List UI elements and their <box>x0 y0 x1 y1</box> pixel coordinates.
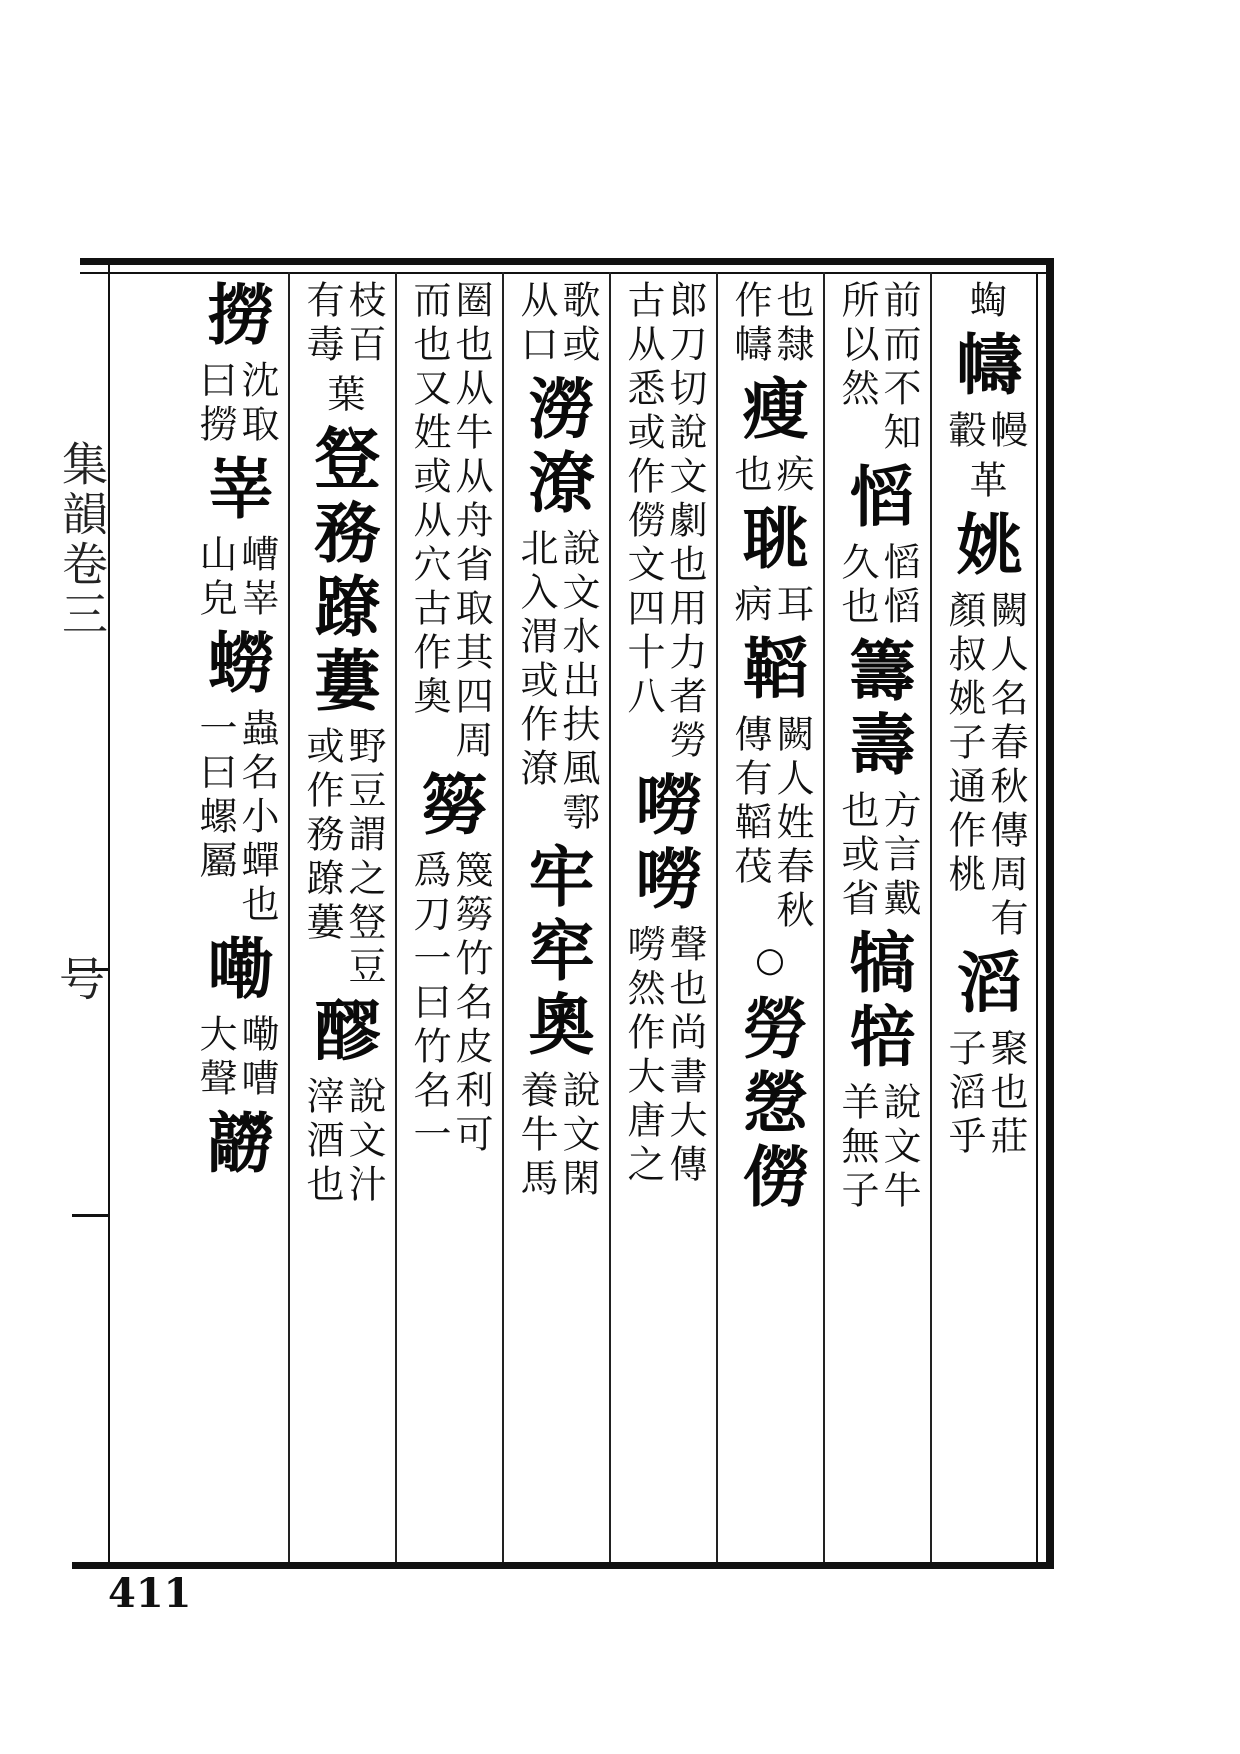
gloss <box>942 590 1028 942</box>
gloss-line: 郎刀切說文劇也用力者勞 <box>663 280 707 764</box>
gloss-line: 聲也尚書大傳 <box>663 924 707 1188</box>
column-rule <box>609 272 611 1562</box>
frame-top-border <box>80 258 1050 265</box>
gloss <box>942 410 1028 454</box>
text-column <box>294 280 390 1555</box>
text-column <box>829 280 925 1555</box>
gloss-line: 蜪 <box>963 280 1007 324</box>
text-column <box>508 280 604 1555</box>
gloss-line: 篾簩竹名皮利可 <box>449 850 493 1158</box>
gloss-line: 慆慆 <box>877 542 921 630</box>
frame-bottom-border <box>72 1562 1052 1569</box>
gloss-line: 而也又姓或从穴古作奧 <box>407 280 451 720</box>
headword: 嘞 <box>196 934 274 1008</box>
column-rule <box>930 272 932 1562</box>
gloss-line: 傳有鞱茷 <box>728 714 772 890</box>
gloss <box>300 1076 386 1208</box>
headword: 豋務蹽蔞 <box>303 424 381 720</box>
gloss-line: 疾 <box>770 454 814 498</box>
text-column <box>936 280 1032 1555</box>
gloss <box>835 1082 921 1214</box>
headword: 幬 <box>945 330 1023 404</box>
gloss-line: 嘮然作大唐之 <box>621 924 665 1188</box>
column-rule <box>716 272 718 1562</box>
headword: 聎 <box>731 504 809 578</box>
gloss-line: 說文閑 <box>556 1070 600 1202</box>
gloss-line: 耳 <box>770 584 814 628</box>
gloss <box>300 726 386 990</box>
headword: 嘮嘮 <box>624 770 702 918</box>
gloss <box>300 280 386 368</box>
gloss-line: 大聲 <box>193 1014 237 1102</box>
gloss-line: 久也 <box>835 542 879 630</box>
gloss <box>963 280 1007 324</box>
gloss-line: 从口 <box>514 280 558 368</box>
gloss-line: 歌或 <box>556 280 600 368</box>
headword: 鞱 <box>731 634 809 708</box>
headword: 籌壽 <box>838 636 916 784</box>
text-column <box>722 280 818 1555</box>
margin-book-title: 集韻卷三 <box>55 440 109 640</box>
gloss <box>728 454 814 498</box>
gloss-line: 滓酒也 <box>300 1076 344 1208</box>
gloss-line: 嘞嘈 <box>235 1014 279 1102</box>
gloss-line: 前而不知 <box>877 280 921 456</box>
gloss <box>193 708 279 928</box>
gloss <box>514 280 600 368</box>
gloss-line: 聚也莊 <box>984 1028 1028 1160</box>
gloss-line: 子滔乎 <box>942 1028 986 1160</box>
gloss-line: 說文汁 <box>342 1076 386 1208</box>
gloss-line: 或作務蹽蔞 <box>300 726 344 946</box>
margin-mark <box>72 1214 108 1217</box>
headword: 犒犃 <box>838 928 916 1076</box>
gloss-line: 野豆謂之豋豆 <box>342 726 386 990</box>
gloss-line: 北入渭或作潦 <box>514 528 558 792</box>
gloss <box>835 790 921 922</box>
gloss <box>963 460 1007 504</box>
gloss-line: 作幬 <box>728 280 772 368</box>
gloss <box>728 584 814 628</box>
gloss-line: 說文水出扶風鄠 <box>556 528 600 836</box>
gloss-line: 圈也从牛从舟省取其四周 <box>449 280 493 764</box>
gloss-line: 幔 <box>984 410 1028 454</box>
gloss <box>321 374 365 418</box>
gloss-line: 嶆峷 <box>235 534 279 622</box>
column-rule <box>502 272 504 1562</box>
frame-right-border <box>1046 258 1054 1569</box>
column-rule <box>288 272 290 1562</box>
gloss <box>514 1070 600 1202</box>
column-rule <box>823 272 825 1562</box>
gloss-line: 顏叔姚子通作桃 <box>942 590 986 898</box>
gloss <box>514 528 600 836</box>
gloss <box>621 280 707 764</box>
margin-section: 号 <box>52 955 106 1001</box>
headword: 慆 <box>838 462 916 536</box>
frame-top-inner-border <box>80 272 1050 274</box>
gloss <box>193 534 279 622</box>
gloss-line: 所以然 <box>835 280 879 412</box>
gloss-line: 羊無子 <box>835 1082 879 1214</box>
headword: 澇潦 <box>517 374 595 522</box>
headword: 瘦 <box>731 374 809 448</box>
gloss <box>942 1028 1028 1160</box>
column-rule <box>395 272 397 1562</box>
gloss-line: 闕人名春秋傳周有 <box>984 590 1028 942</box>
gloss <box>407 280 493 764</box>
gloss <box>728 280 814 368</box>
page-number: 411 <box>108 1570 192 1617</box>
headword: 簩 <box>410 770 488 844</box>
gloss-line: 枝百 <box>342 280 386 368</box>
headword: 醪 <box>303 996 381 1070</box>
gloss <box>193 1014 279 1102</box>
gloss-line: 闕人姓春秋 <box>770 714 814 934</box>
headword: 髝 <box>196 1108 274 1182</box>
headword: 蟧 <box>196 628 274 702</box>
gloss-line: 一曰螺屬 <box>193 708 237 884</box>
gloss-line: 葉 <box>321 374 365 418</box>
gloss-line: 養牛馬 <box>514 1070 558 1202</box>
gloss-line: 說文牛 <box>877 1082 921 1214</box>
gloss <box>835 280 921 456</box>
gloss-line: 革 <box>963 460 1007 504</box>
headword: 牢窂奧 <box>517 842 595 1064</box>
text-column <box>187 280 283 1555</box>
headword: 姚 <box>945 510 1023 584</box>
headword: 滔 <box>945 948 1023 1022</box>
gloss-line: 方言戴 <box>877 790 921 922</box>
gloss <box>407 850 493 1158</box>
headword: 撈 <box>196 280 274 354</box>
headword: 勞憥僗 <box>731 994 809 1216</box>
section-circle-mark: ○ <box>750 940 790 988</box>
gloss-line: 古从悉或作僗文四十八 <box>621 280 665 720</box>
gloss-line: 蟲名小蟬也 <box>235 708 279 928</box>
gloss-line: 有毒 <box>300 280 344 368</box>
gloss-line: 也隸 <box>770 280 814 368</box>
gloss <box>193 360 279 448</box>
gloss-line: 爲刀一曰竹名一 <box>407 850 451 1158</box>
gloss-line: 山皃 <box>193 534 237 622</box>
frame-right-inner-border <box>1036 272 1038 1562</box>
gloss-line: 也或省 <box>835 790 879 922</box>
gloss-line: 也 <box>728 454 772 498</box>
gloss-line: 曰撈 <box>193 360 237 448</box>
gloss-line: 轂 <box>942 410 986 454</box>
headword: 峷 <box>196 454 274 528</box>
gloss-line: 沈取 <box>235 360 279 448</box>
text-column <box>401 280 497 1555</box>
gloss <box>621 924 707 1188</box>
gloss <box>728 714 814 934</box>
gloss-line: 病 <box>728 584 772 628</box>
gloss <box>835 542 921 630</box>
text-column <box>615 280 711 1555</box>
